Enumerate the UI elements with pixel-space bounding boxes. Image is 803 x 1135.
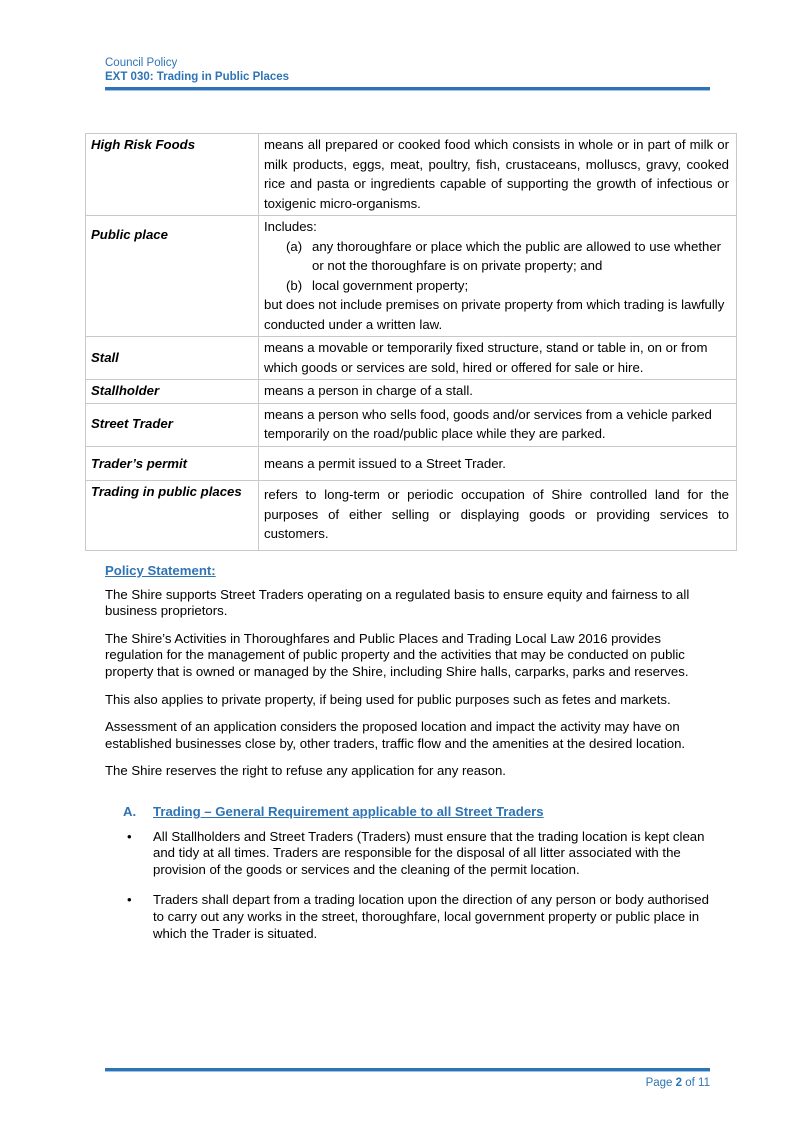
- bullet-icon: •: [127, 828, 132, 844]
- definition-term: Public place: [86, 216, 259, 337]
- table-row: [86, 403, 737, 446]
- policy-statement-heading: Policy Statement:: [105, 563, 216, 578]
- policy-paragraph: The Shire supports Street Traders operating on a regulated basis to ensure equity and fairness to all business proprietors.: [105, 586, 690, 619]
- list-item: [264, 237, 729, 276]
- definition-term: Trading in public places: [86, 481, 259, 551]
- policy-body: [105, 563, 710, 956]
- table-row: [86, 446, 737, 481]
- definition-term: Stall: [86, 337, 259, 380]
- definition-text: means a movable or temporarily fixed structure, stand or table in, on or from which goods or services are sold, hired or offered for sale or hire.: [259, 337, 737, 380]
- list-item-text: any thoroughfare or place which the public are allowed to use whether or not the thoroughfare is on private property; and: [312, 238, 722, 273]
- page-number: 2: [675, 1077, 683, 1089]
- bullet-text: Traders shall depart from a trading location upon the direction of any person or body authorised to carry out any works in the street, thoroughfare, local government property or public place in which the Trader is situated.: [153, 892, 709, 941]
- header-policy-title: EXT 030: Trading in Public Places: [105, 71, 290, 83]
- table-row: [86, 380, 737, 404]
- page-suffix: of 11: [685, 1077, 710, 1089]
- table-row: [86, 134, 737, 216]
- definition-term: Street Trader: [86, 403, 259, 446]
- definition-text: means a permit issued to a Street Trader.: [259, 446, 737, 481]
- definition-outro: but does not include premises on private property from which trading is lawfully conducted under a written law.: [264, 297, 725, 332]
- header-council-policy: Council Policy: [105, 57, 178, 69]
- page-prefix: Page: [645, 1077, 673, 1089]
- definition-intro: Includes:: [264, 219, 317, 234]
- definition-term: Trader’s permit: [86, 446, 259, 481]
- page-footer: [105, 1077, 710, 1089]
- definition-text: means a person in charge of a stall.: [259, 380, 737, 404]
- section-title: Trading – General Requirement applicable to all Street Traders: [153, 803, 544, 819]
- list-item: [127, 892, 710, 942]
- policy-paragraph: Assessment of an application considers the proposed location and impact the activity may have on established businesses close by, other traders, traffic flow and the amenities at the desired location.: [105, 719, 686, 751]
- section-a-heading: [123, 804, 710, 821]
- footer-rule: [105, 1068, 710, 1072]
- definition-term: Stallholder: [86, 380, 259, 404]
- bullet-icon: •: [127, 892, 132, 908]
- definition-text: means a person who sells food, goods and/or services from a vehicle parked temporarily on the road/public place while they are parked.: [259, 403, 737, 446]
- definition-text: means all prepared or cooked food which consists in whole or in part of milk or milk products, eggs, meat, poultry, fish, crustaceans, molluscs, gravy, cooked rice and pasta or ingredients capable of supporting the growth of infectious or toxigenic micro-organisms.: [259, 134, 737, 216]
- section-label: A.: [123, 803, 137, 819]
- list-item-label: (a): [286, 238, 303, 254]
- list-item-text: local government property;: [312, 277, 469, 293]
- definitions-table: [85, 133, 737, 551]
- policy-paragraph: This also applies to private property, if being used for public purposes such as fetes and markets.: [105, 691, 671, 707]
- policy-paragraph: The Shire reserves the right to refuse any application for any reason.: [105, 763, 506, 779]
- table-row: [86, 216, 737, 337]
- list-item: [264, 276, 729, 296]
- list-item-label: (b): [286, 277, 303, 293]
- policy-paragraph: The Shire’s Activities in Thoroughfares and Public Places and Trading Local Law 2016 provides regulation for the management of public property and the activities that may be conducted on public property that is owned or managed by the Shire, including Shire halls, carparks, parks and reserves.: [105, 630, 689, 679]
- definition-text: refers to long-term or periodic occupation of Shire controlled land for the purposes of either selling or displaying goods or providing services to customers.: [259, 481, 737, 551]
- definition-text: [259, 216, 737, 337]
- table-row: [86, 481, 737, 551]
- list-item: [127, 829, 710, 879]
- table-row: [86, 337, 737, 380]
- page-header: [105, 56, 710, 84]
- bullet-text: All Stallholders and Street Traders (Traders) must ensure that the trading location is kept clean and tidy at all times. Traders are responsible for the disposal of all litter associated with the provision of the goods or services and the cleaning of the permit location.: [153, 828, 705, 877]
- header-rule: [105, 87, 710, 91]
- definition-term: High Risk Foods: [86, 134, 259, 216]
